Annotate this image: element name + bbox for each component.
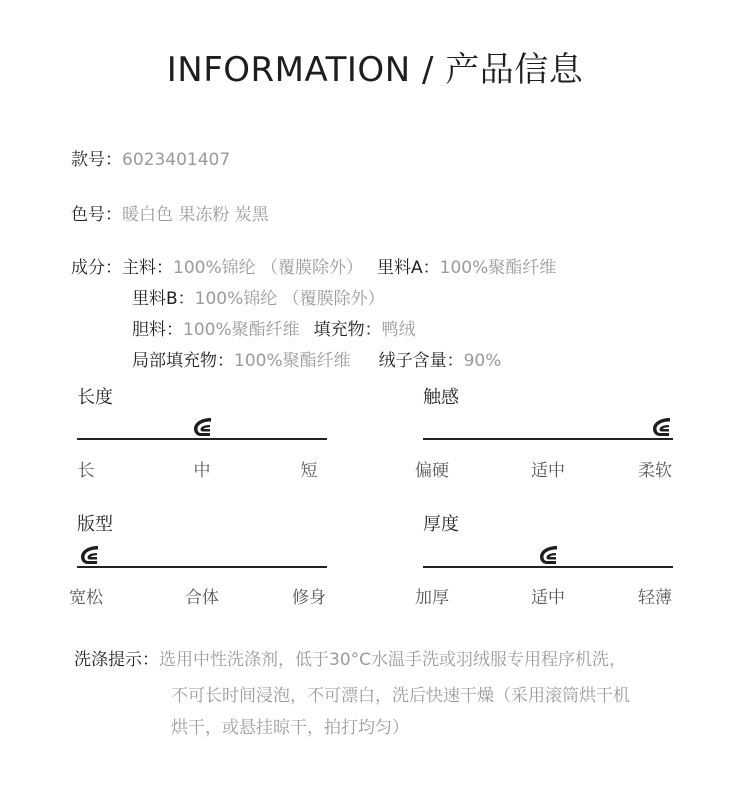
fit-scale-title: 版型 [77, 514, 113, 535]
care-line-1: 选用中性洗涤剂，低于30°C水温手洗或羽绒服专用程序机洗， [159, 650, 627, 670]
partial-filling-value: 100%聚酯纤维 [234, 351, 351, 371]
main-fabric-label: 主料： [122, 258, 173, 278]
partial-filling-label: 局部填充物： [132, 351, 234, 371]
composition-row-4 [132, 346, 501, 371]
length-scale-tick-label: 长 [77, 461, 95, 481]
main-fabric-value: 100%锦纶 （覆膜除外） [173, 258, 364, 278]
touch-scale-tick-label: 偏硬 [415, 461, 449, 481]
length-scale-title: 长度 [77, 387, 113, 408]
length-scale-tick-label: 短 [300, 461, 318, 481]
fit-scale-tick-label: 宽松 [69, 588, 103, 608]
lining-b-label: 里料B： [132, 289, 195, 309]
leaf-marker-icon [77, 543, 101, 567]
down-content-label: 绒子含量： [378, 351, 464, 371]
inner-fabric-value: 100%聚酯纤维 [183, 320, 300, 340]
care-line-3: 烘干，或悬挂晾干，拍打均匀） [171, 718, 409, 738]
touch-scale-tick-label: 适中 [531, 461, 565, 481]
composition-label: 成分： [71, 258, 122, 278]
length-scale-tick-label: 中 [193, 461, 211, 481]
leaf-marker-icon [649, 415, 673, 439]
style-number-row [71, 145, 230, 170]
thickness-scale-tick-label: 加厚 [415, 588, 449, 608]
inner-fabric-label: 胆料： [132, 320, 183, 340]
thickness-scale-tick-label: 轻薄 [638, 588, 672, 608]
leaf-marker-icon [536, 543, 560, 567]
filling-value: 鸭绒 [381, 320, 416, 340]
filling-label: 填充物： [313, 320, 382, 340]
thickness-scale-tick-label: 适中 [531, 588, 565, 608]
page-title: INFORMATION / 产品信息 [166, 50, 584, 90]
composition-row-1 [71, 253, 556, 278]
thickness-scale-title: 厚度 [423, 514, 459, 535]
lining-a-value: 100%聚酯纤维 [439, 258, 557, 278]
color-label: 色号： [71, 205, 122, 225]
fit-scale-tick-label: 合体 [185, 588, 219, 608]
composition-row-3 [132, 315, 416, 340]
care-instructions [74, 645, 626, 670]
style-number-label: 款号： [71, 150, 122, 170]
fit-scale-line [77, 566, 327, 568]
color-value: 暖白色 果冻粉 炭黑 [122, 205, 269, 225]
care-line-2: 不可长时间浸泡，不可漂白，洗后快速干燥（采用滚筒烘干机 [171, 686, 630, 706]
color-row [71, 200, 269, 225]
composition-row-2 [132, 284, 385, 309]
lining-b-value: 100%锦纶 （覆膜除外） [194, 289, 385, 309]
down-content-value: 90% [463, 351, 502, 371]
fit-scale-tick-label: 修身 [292, 588, 326, 608]
touch-scale-tick-label: 柔软 [638, 461, 672, 481]
leaf-marker-icon [190, 415, 214, 439]
care-label: 洗涤提示： [74, 650, 159, 670]
touch-scale-line [423, 438, 673, 440]
style-number-value: 6023401407 [122, 150, 231, 170]
touch-scale-title: 触感 [423, 387, 459, 408]
lining-a-label: 里料A： [377, 258, 440, 278]
